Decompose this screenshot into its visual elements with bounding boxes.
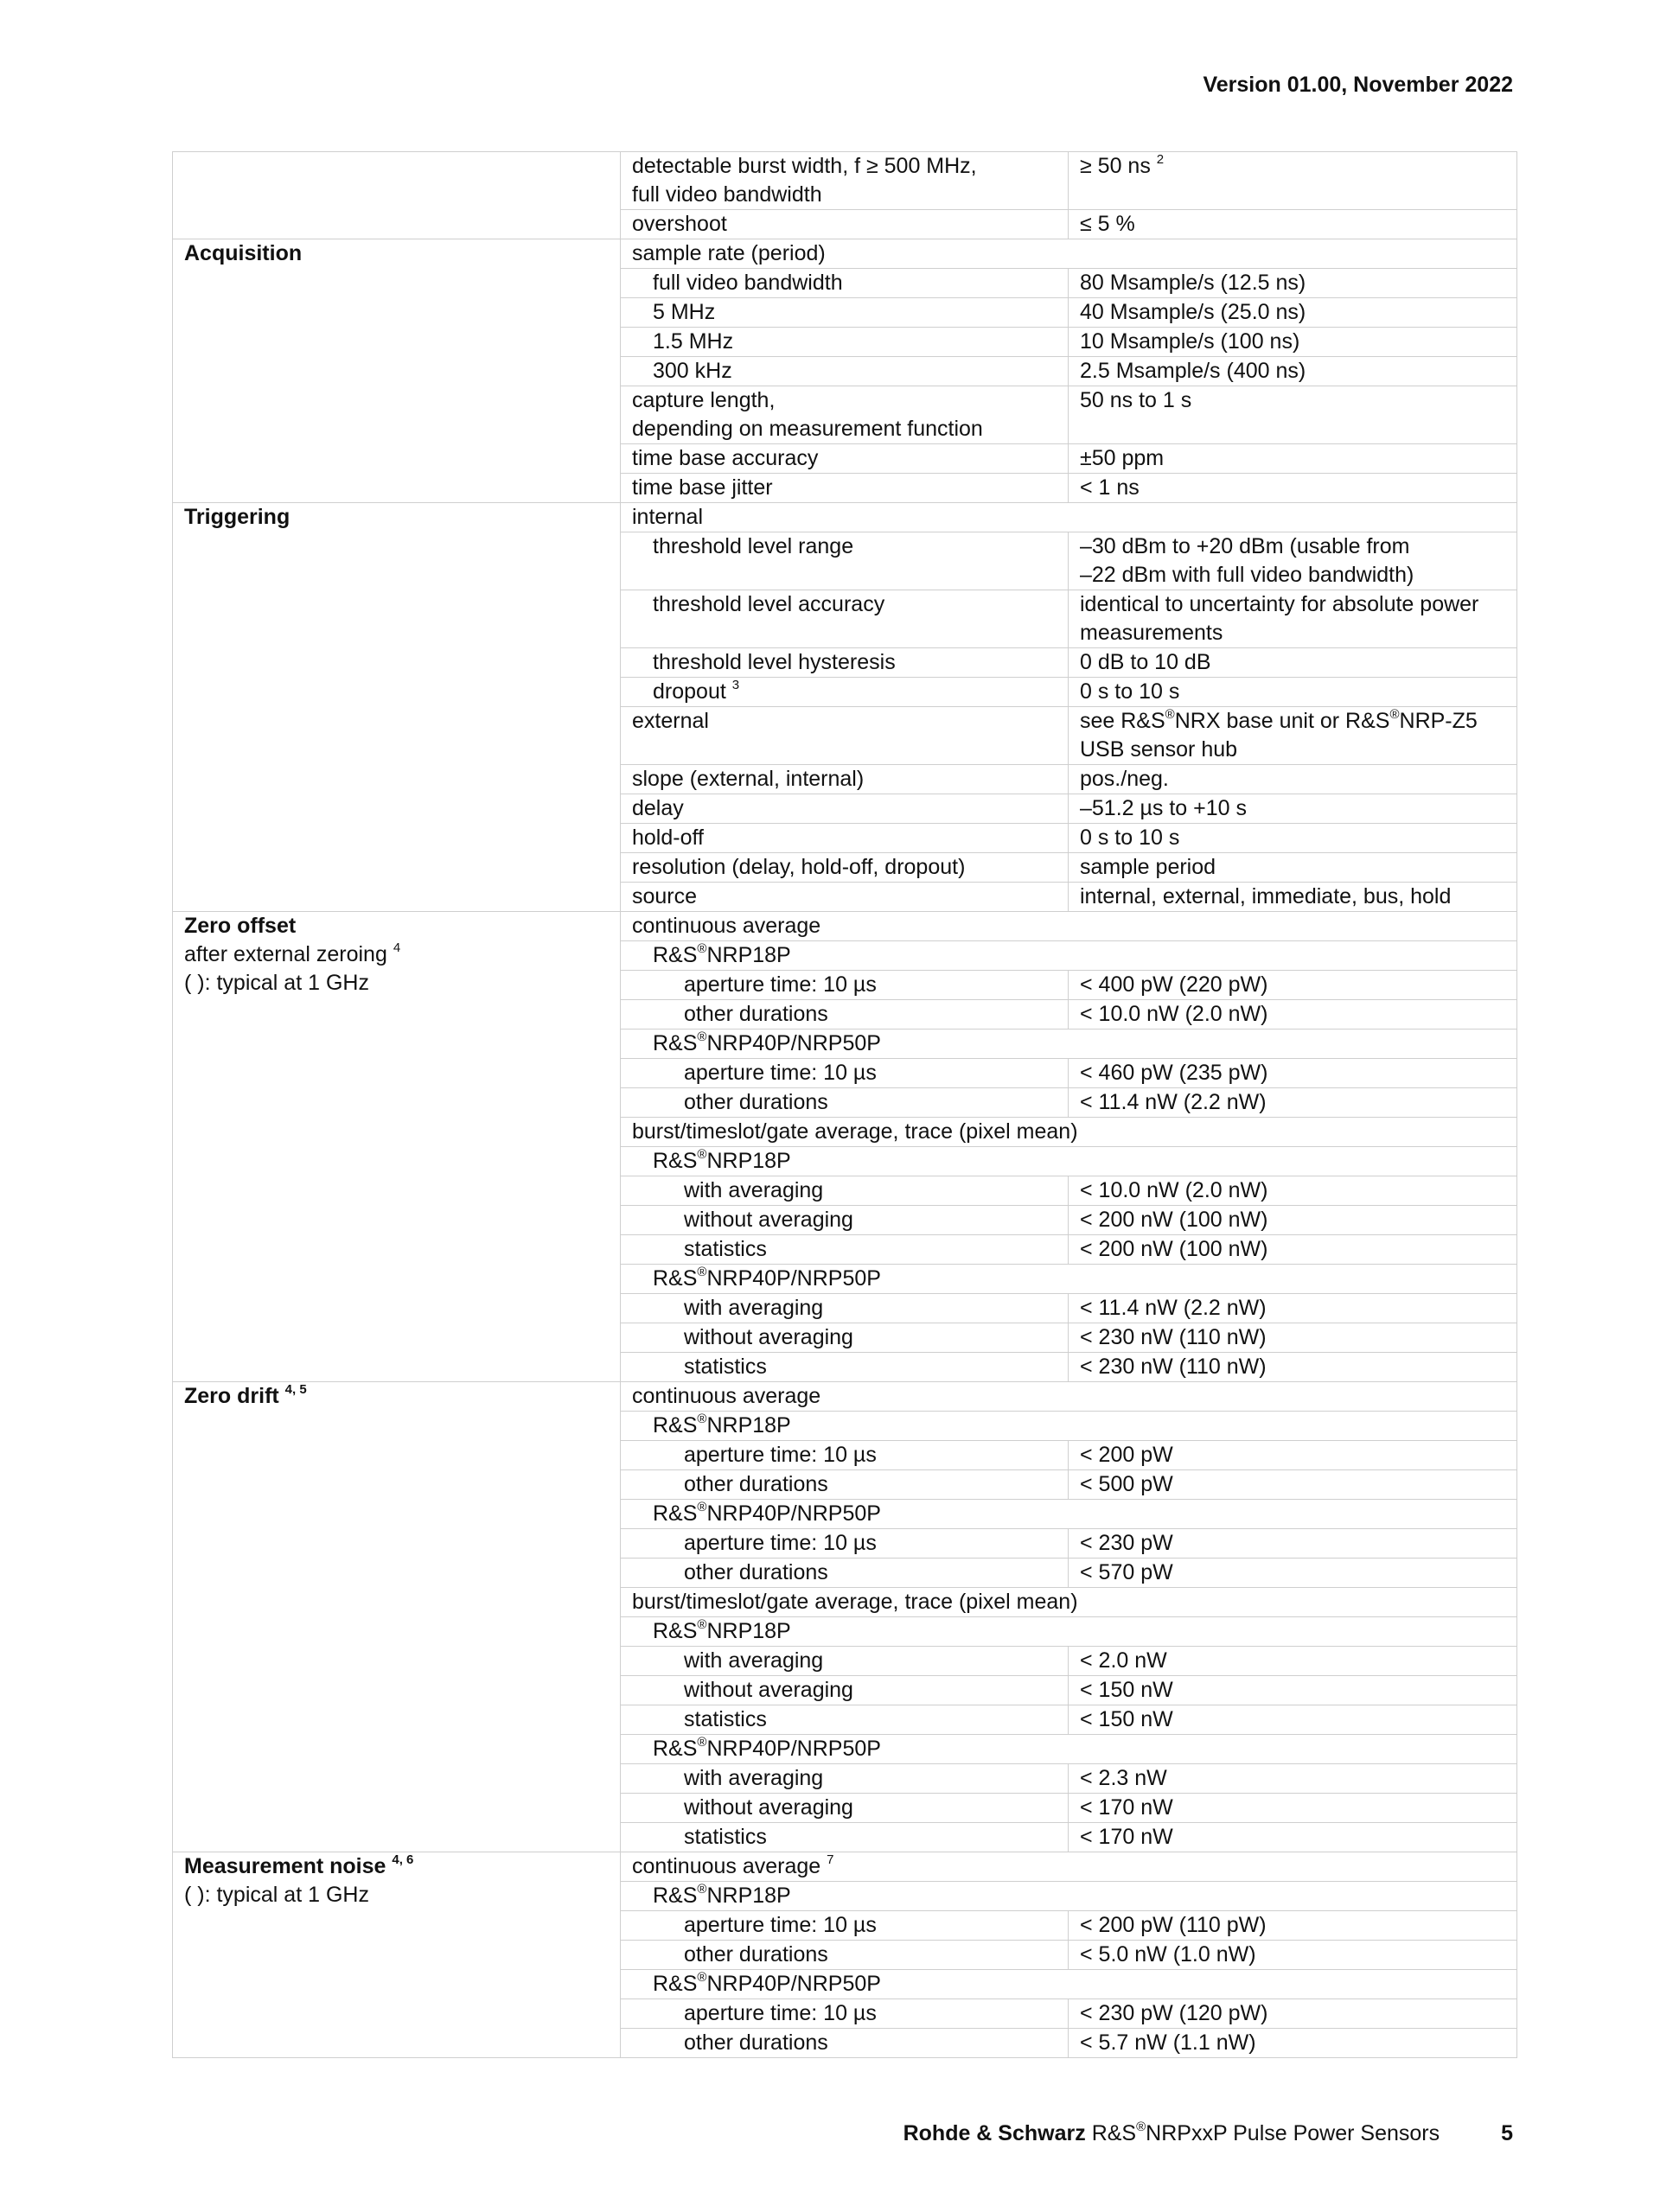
section-label: R&S®NRP40P/NRP50P [621, 1970, 1517, 1999]
parameter-label: with averaging [621, 1176, 1069, 1206]
parameter-label: overshoot [621, 210, 1069, 239]
section-label: continuous average $^7$ [621, 1852, 1517, 1882]
parameter-label: dropout $^3$ [621, 678, 1069, 707]
section-label: internal [621, 503, 1517, 532]
parameter-value: 0 dB to 10 dB [1069, 648, 1517, 678]
parameter-value: < 400 pW (220 pW) [1069, 971, 1517, 1000]
parameter-value: < 10.0 nW (2.0 nW) [1069, 1176, 1517, 1206]
category-cell [173, 912, 621, 1382]
parameter-value: < 170 nW [1069, 1823, 1517, 1852]
parameter-value: 10 Msample/s (100 ns) [1069, 328, 1517, 357]
parameter-value: < 570 pW [1069, 1559, 1517, 1588]
spec-table [172, 151, 1517, 2058]
parameter-value: < 230 pW (120 pW) [1069, 1999, 1517, 2029]
parameter-label: detectable burst width, f ≥ 500 MHz, full video bandwidth [621, 152, 1069, 210]
parameter-label: other durations [621, 2029, 1069, 2058]
section-label: R&S®NRP18P [621, 941, 1517, 971]
parameter-label: slope (external, internal) [621, 765, 1069, 794]
section-label: R&S®NRP40P/NRP50P [621, 1265, 1517, 1294]
parameter-value: internal, external, immediate, bus, hold [1069, 883, 1517, 912]
parameter-value: < 200 nW (100 nW) [1069, 1206, 1517, 1235]
parameter-label: 300 kHz [621, 357, 1069, 386]
section-label: R&S®NRP40P/NRP50P [621, 1030, 1517, 1059]
parameter-value: < 2.3 nW [1069, 1764, 1517, 1794]
parameter-value: < 1 ns [1069, 474, 1517, 503]
parameter-label: other durations [621, 1941, 1069, 1970]
table-row [173, 1382, 1517, 1412]
parameter-label: resolution (delay, hold-off, dropout) [621, 853, 1069, 883]
parameter-value: < 200 nW (100 nW) [1069, 1235, 1517, 1265]
table-row [173, 152, 1517, 210]
parameter-label: statistics [621, 1705, 1069, 1735]
parameter-label: other durations [621, 1000, 1069, 1030]
parameter-label: capture length, depending on measurement function [621, 386, 1069, 444]
parameter-value: < 200 pW (110 pW) [1069, 1911, 1517, 1941]
section-label: continuous average [621, 1382, 1517, 1412]
version-header: Version 01.00, November 2022 [1203, 73, 1513, 97]
parameter-value: 40 Msample/s (25.0 ns) [1069, 298, 1517, 328]
spec-table-body [173, 152, 1517, 2058]
parameter-label: time base jitter [621, 474, 1069, 503]
parameter-value: < 5.0 nW (1.0 nW) [1069, 1941, 1517, 1970]
parameter-label: aperture time: 10 µs [621, 1529, 1069, 1559]
parameter-label: delay [621, 794, 1069, 824]
table-row [173, 912, 1517, 941]
category-title: Triggering [184, 505, 290, 529]
parameter-value: < 150 nW [1069, 1705, 1517, 1735]
parameter-value: < 230 nW (110 nW) [1069, 1353, 1517, 1382]
table-row [173, 239, 1517, 269]
parameter-label: full video bandwidth [621, 269, 1069, 298]
section-label: burst/timeslot/gate average, trace (pixel mean) [621, 1118, 1517, 1147]
parameter-value: 2.5 Msample/s (400 ns) [1069, 357, 1517, 386]
section-label: R&S®NRP40P/NRP50P [621, 1735, 1517, 1764]
parameter-label: without averaging [621, 1794, 1069, 1823]
section-label: R&S®NRP18P [621, 1412, 1517, 1441]
parameter-label: other durations [621, 1559, 1069, 1588]
parameter-label: aperture time: 10 µs [621, 1999, 1069, 2029]
parameter-label: 1.5 MHz [621, 328, 1069, 357]
page-number: 5 [1501, 2121, 1513, 2145]
table-row [173, 1852, 1517, 1882]
category-title: Zero offset [184, 914, 297, 938]
parameter-value: < 5.7 nW (1.1 nW) [1069, 2029, 1517, 2058]
parameter-value: ≤ 5 % [1069, 210, 1517, 239]
section-label: R&S®NRP18P [621, 1617, 1517, 1647]
parameter-label: statistics [621, 1823, 1069, 1852]
section-label: R&S®NRP18P [621, 1882, 1517, 1911]
parameter-value: < 200 pW [1069, 1441, 1517, 1470]
parameter-value: identical to uncertainty for absolute power measurements [1069, 590, 1517, 648]
category-cell [173, 239, 621, 503]
table-row [173, 503, 1517, 532]
parameter-value: 80 Msample/s (12.5 ns) [1069, 269, 1517, 298]
category-cell [173, 1852, 621, 2058]
parameter-value: see R&S®NRX base unit or R&S®NRP-Z5 USB sensor hub [1069, 707, 1517, 765]
parameter-label: other durations [621, 1088, 1069, 1118]
parameter-label: without averaging [621, 1676, 1069, 1705]
parameter-value: < 11.4 nW (2.2 nW) [1069, 1088, 1517, 1118]
parameter-label: aperture time: 10 µs [621, 1441, 1069, 1470]
category-subtitle: ( ): typical at 1 GHz [184, 971, 369, 995]
parameter-label: time base accuracy [621, 444, 1069, 474]
footer-company: Rohde & Schwarz [903, 2121, 1086, 2145]
category-title: Acquisition [184, 241, 303, 265]
parameter-value: < 460 pW (235 pW) [1069, 1059, 1517, 1088]
parameter-value: < 150 nW [1069, 1676, 1517, 1705]
category-cell [173, 152, 621, 239]
parameter-label: aperture time: 10 µs [621, 1059, 1069, 1088]
parameter-label: aperture time: 10 µs [621, 971, 1069, 1000]
section-label: sample rate (period) [621, 239, 1517, 269]
page-footer [903, 2121, 1513, 2146]
parameter-value: ±50 ppm [1069, 444, 1517, 474]
category-subtitle: ( ): typical at 1 GHz [184, 1883, 369, 1907]
parameter-value: < 500 pW [1069, 1470, 1517, 1500]
parameter-value: < 230 pW [1069, 1529, 1517, 1559]
parameter-value: < 10.0 nW (2.0 nW) [1069, 1000, 1517, 1030]
section-label: R&S®NRP18P [621, 1147, 1517, 1176]
parameter-label: statistics [621, 1235, 1069, 1265]
parameter-label: with averaging [621, 1294, 1069, 1323]
parameter-label: hold-off [621, 824, 1069, 853]
parameter-label: external [621, 707, 1069, 765]
category-title: Measurement noise $^{4, 6}$ [184, 1852, 414, 1878]
parameter-label: threshold level range [621, 532, 1069, 590]
parameter-label: with averaging [621, 1647, 1069, 1676]
parameter-value: ≥ 50 ns $^2$ [1069, 152, 1517, 210]
parameter-value: –51.2 µs to +10 s [1069, 794, 1517, 824]
section-label: continuous average [621, 912, 1517, 941]
parameter-label: aperture time: 10 µs [621, 1911, 1069, 1941]
parameter-value: < 2.0 nW [1069, 1647, 1517, 1676]
parameter-value: < 230 nW (110 nW) [1069, 1323, 1517, 1353]
category-cell [173, 1382, 621, 1852]
parameter-value: 0 s to 10 s [1069, 824, 1517, 853]
parameter-value: –30 dBm to +20 dBm (usable from –22 dBm with full video bandwidth) [1069, 532, 1517, 590]
parameter-value: sample period [1069, 853, 1517, 883]
parameter-label: without averaging [621, 1206, 1069, 1235]
parameter-value: < 170 nW [1069, 1794, 1517, 1823]
parameter-value: < 11.4 nW (2.2 nW) [1069, 1294, 1517, 1323]
category-cell [173, 503, 621, 912]
parameter-value: 50 ns to 1 s [1069, 386, 1517, 444]
category-title: Zero drift $^{4, 5}$ [184, 1381, 307, 1408]
parameter-label: without averaging [621, 1323, 1069, 1353]
category-subtitle: after external zeroing $^4$ [184, 940, 401, 966]
parameter-label: threshold level hysteresis [621, 648, 1069, 678]
section-label: R&S®NRP40P/NRP50P [621, 1500, 1517, 1529]
parameter-value: 0 s to 10 s [1069, 678, 1517, 707]
footer-product: R&S®NRPxxP Pulse Power Sensors [1091, 2119, 1440, 2145]
parameter-label: statistics [621, 1353, 1069, 1382]
parameter-label: source [621, 883, 1069, 912]
parameter-value: pos./neg. [1069, 765, 1517, 794]
parameter-label: other durations [621, 1470, 1069, 1500]
parameter-label: 5 MHz [621, 298, 1069, 328]
parameter-label: threshold level accuracy [621, 590, 1069, 648]
parameter-label: with averaging [621, 1764, 1069, 1794]
section-label: burst/timeslot/gate average, trace (pixel mean) [621, 1588, 1517, 1617]
